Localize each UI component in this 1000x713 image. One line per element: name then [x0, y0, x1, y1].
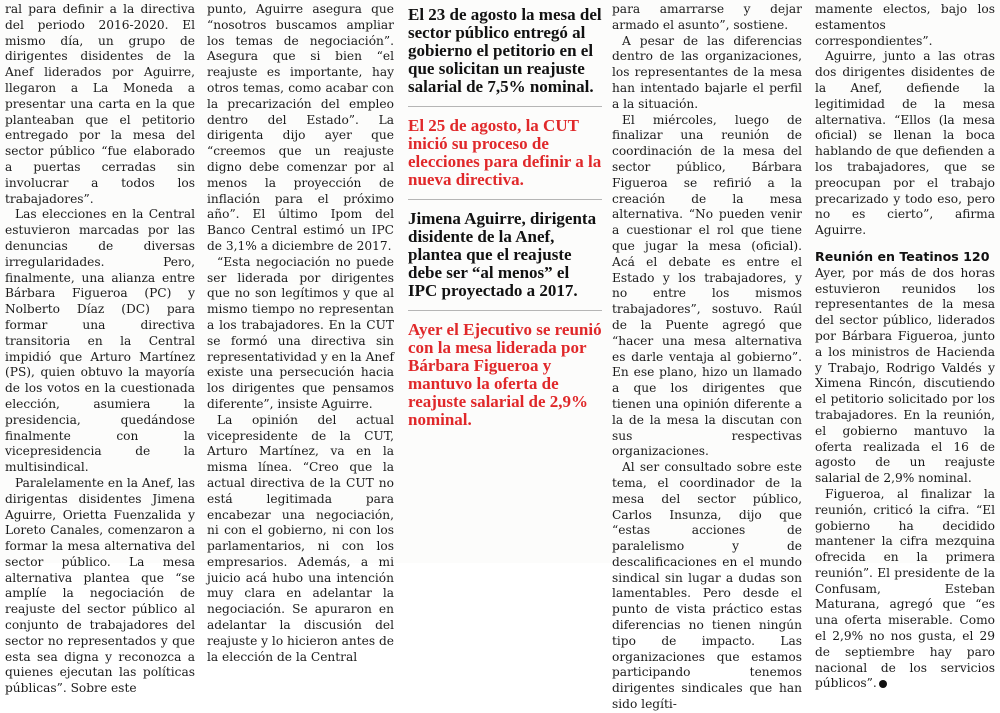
paragraph: punto, Aguirre asegura que “nosotros buscamos ampliar los temas de negociación”. Asegura que si bien “el reajuste es importante, hay otros temas, como acabar con la precarización del empleo dentro del Estado”. La dirigenta dijo ayer que “creemos que un reajuste digno debe comenzar por al menos la proyección de inflación para el próximo año”. El último Ipom del Banco Central estimó un IPC de 3,1% a diciembre de 2017.	[207, 2, 394, 253]
paragraph: ral para definir a la directiva del periodo 2016-2020. El mismo día, un grupo de dirigentes disidentes de la Anef liderados por Aguirre, llegaron a La Moneda a presentar una carta en la que planteaban que el petitorio entregado por la mesa del sector público “fue elaborado a puertas cerradas sin involucrar a todos los trabajadores”.	[5, 2, 195, 206]
article-column-2	[207, 2, 394, 664]
paragraph: Ayer, por más de dos horas estuvieron reunidos los representantes de la mesa del sector público, liderados por Bárbara Figueroa, junto a los ministros de Hacienda y Trabajo, Rodrigo Valdés y Ximena Rincón, discutiendo el petitorio solicitado por los trabajadores. En la reunión, el gobierno mantuvo la oferta realizada el 16 de agosto de un reajuste salarial de 2,9% nominal.	[815, 265, 995, 486]
highlight-quote: El 23 de agosto la mesa del sector público entregó al gobierno el petitorio en el que solicitan un reajuste salarial de 7,5% nominal.	[408, 2, 602, 107]
paragraph-text: Figueroa, al finalizar la reunión, criticó la cifra. “El gobierno ha decidido mantener la cifra mezquina ofrecida en la primera reunión”. El presidente de la Confusam, Esteban Maturana, agregó que “es una oferta miserable. Como el 2,9% no nos gusta, el 29 de septiembre hay paro nacional de los servicios públicos”.	[815, 486, 995, 691]
paragraph: mamente electos, bajo los estamentos correspondientes”.	[815, 2, 995, 48]
end-of-article-icon	[879, 680, 887, 688]
paragraph: para amarrarse y dejar armado el asunto”, sostiene.	[612, 2, 802, 32]
highlight-quote: El 25 de agosto, la CUT inició su proceso de elecciones para definir a la nueva directiva.	[408, 107, 602, 200]
article-column-5	[815, 2, 995, 691]
subheading: Reunión en Teatinos 120	[815, 248, 990, 264]
paragraph	[815, 487, 995, 692]
article-column-1	[5, 2, 195, 696]
paragraph: Las elecciones en la Central estuvieron marcadas por las denuncias de diversas irregularidades. Pero, finalmente, una alianza entre Bárbara Figueroa (PC) y Nolberto Díaz (DC) para formar una directiva transitoria en la Central impidió que Arturo Martínez (PS), quien obtuvo la mayoría de los votos en la cuestionada elección, asumiera la presidencia, quedándose finalmente con la vicepresidencia de la multisindical.	[5, 207, 195, 475]
paragraph: Paralelamente en la Anef, las dirigentas disidentes Jimena Aguirre, Orietta Fuenzalida y Loreto Canales, comenzaron a formar la mesa alternativa del sector público. La mesa alternativa plantea que “se amplíe la negociación de reajuste del sector público al conjunto de trabajadores del sector no representados y que esta sea digna y reconozca a quienes ejecutan las políticas públicas”. Sobre este	[5, 475, 195, 696]
highlight-quote: Ayer el Ejecutivo se reunió con la mesa liderada por Bárbara Figueroa y mantuvo la oferta de reajuste salarial de 2,9% nominal.	[408, 320, 602, 429]
paragraph: El miércoles, luego de finalizar una reunión de coordinación de la mesa del sector público, Bárbara Figueroa se refirió a la creación de la mesa alternativa. “No pueden venir a cuestionar el rol que tiene que jugar la mesa (oficial). Acá el debate es entre el Estado y los trabajadores, y no entre los mismos trabajadores”, sostuvo. Raúl de la Puente agregó que “hacer una mesa alternativa es darle ventaja al gobierno”. En ese plano, hizo un llamado a que los dirigentes que tienen una opinión diferente a la de la mesa la discutan con sus respectivas organizaciones.	[612, 112, 802, 459]
highlights-column	[408, 2, 602, 563]
highlight-quote: Jimena Aguirre, dirigenta disidente de la Anef, plantea que el reajuste debe ser “al menos” el IPC proyectado a 2017.	[408, 200, 602, 311]
paragraph: La opinión del actual vicepresidente de la CUT, Arturo Martínez, va en la misma línea. “Creo que la actual directiva de la CUT no está legitimada para encabezar una negociación, ni con el gobierno, ni con los parlamentarios, ni con los empresarios. Además, a mi juicio acá hubo una intención muy clara en adelantar la negociación. Se apuraron en adelantar la discusión del reajuste y lo hicieron antes de la elección de la Central	[207, 412, 394, 664]
paragraph: Aguirre, junto a las otras dos dirigentes disidentes de la Anef, defiende la legitimidad de la mesa alternativa. “Ellos (la mesa oficial) se llenan la boca hablando de que defienden a los trabajadores, que se preocupan por el trabajo precarizado y todo eso, pero no es cierto”, afirma Aguirre.	[815, 49, 995, 238]
paragraph: A pesar de las diferencias dentro de las organizaciones, los representantes de la mesa han intentado bajarle el perfil a la situación.	[612, 33, 802, 111]
paragraph: Al ser consultado sobre este tema, el coordinador de la mesa del sector público, Carlos Insunza, dijo que “estas acciones de paralelismo y de descalificaciones en el mundo sindical sin lugar a dudas son lamentables. Pero desde el punto de vista práctico estas diferencias no tienen ningún tipo de impacto. Las organizaciones que estamos participando tenemos dirigentes sindicales que han sido legíti-	[612, 460, 802, 712]
paragraph: “Esta negociación no puede ser liderada por dirigentes que no son legítimos y que al mismo tiempo no representan a los trabajadores. En la CUT se formó una directiva sin representatividad y en la Anef existe una persecución hacia los dirigentes que pensamos diferente”, insiste Aguirre.	[207, 254, 394, 411]
article-column-4	[612, 2, 802, 712]
